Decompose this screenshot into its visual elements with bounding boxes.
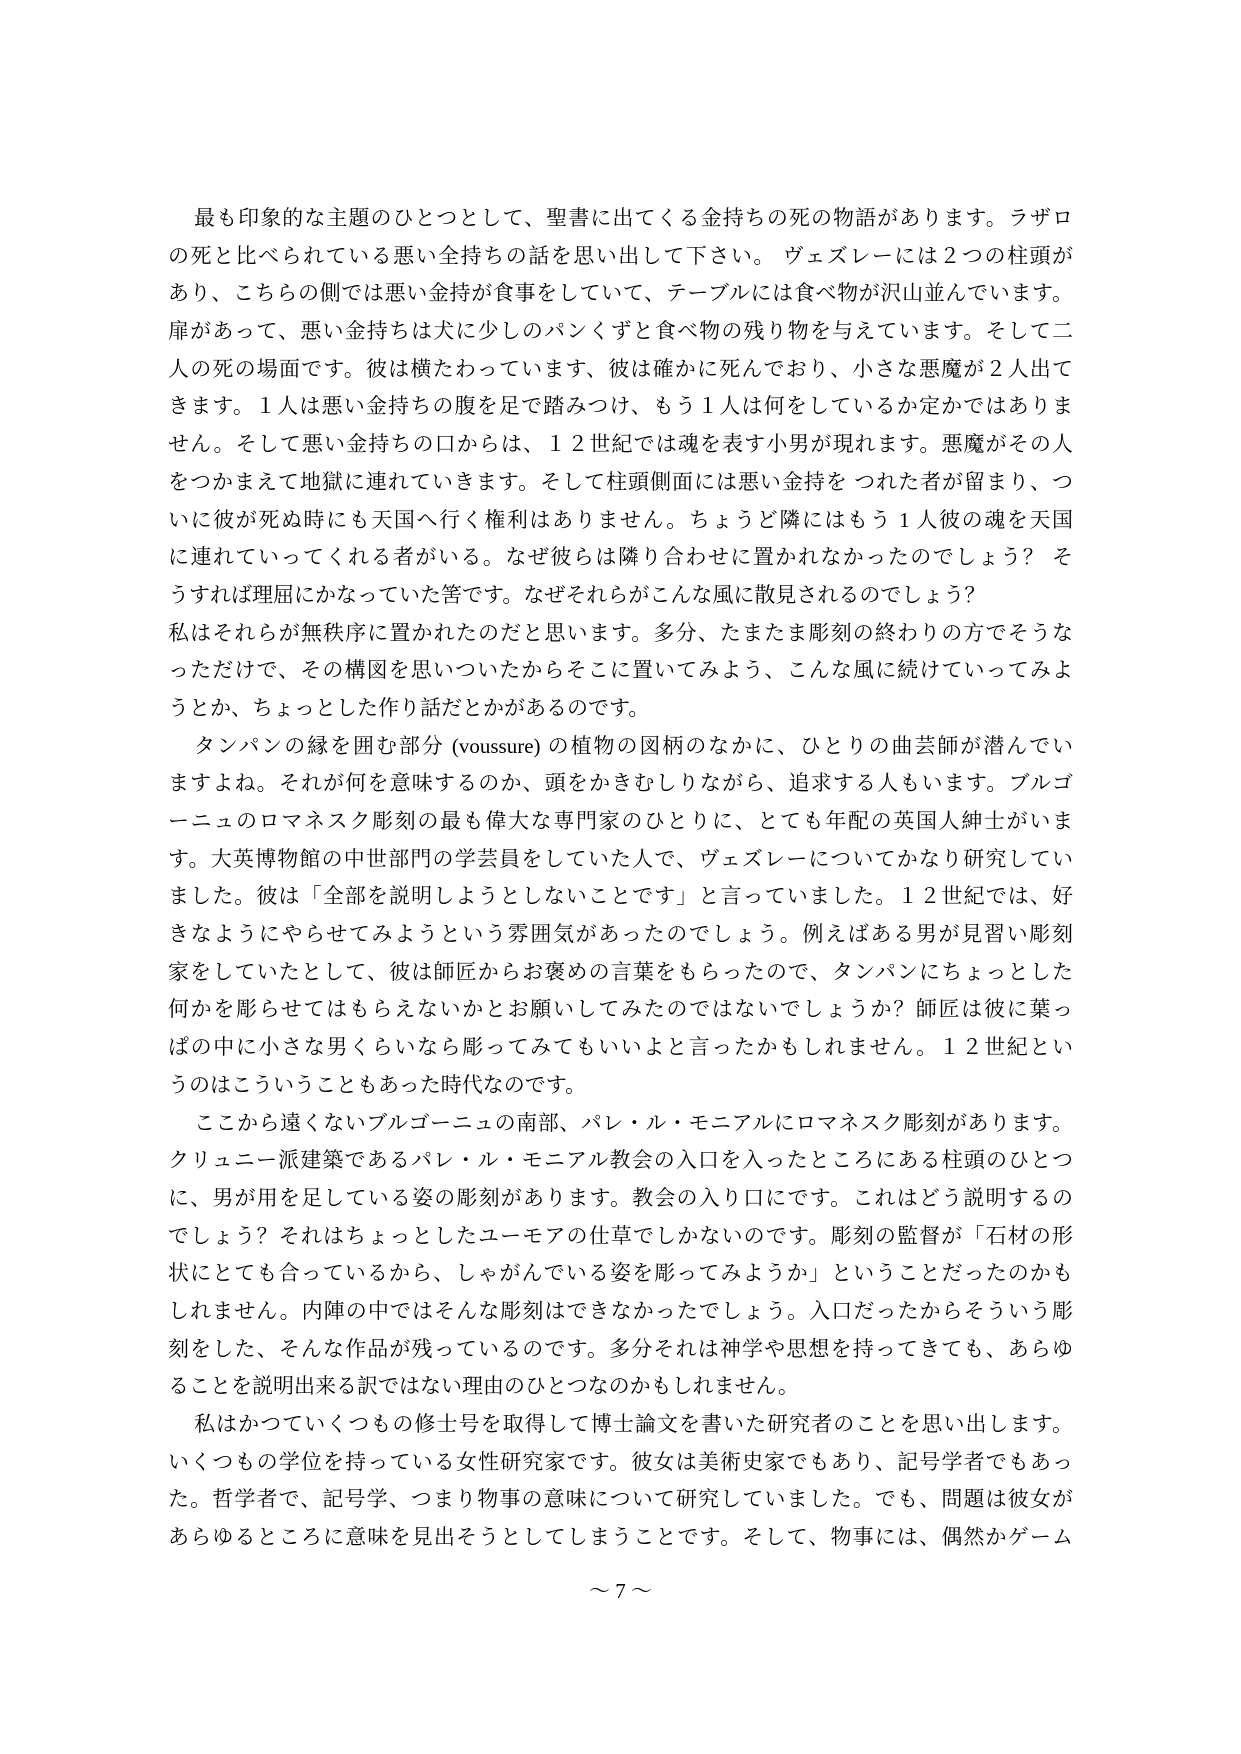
paragraph — [168, 615, 1073, 728]
text-line: 状にとても合っているから、しゃがんでいる姿を彫ってみようか」ということだったのかも — [168, 1261, 1073, 1286]
page-number: ～ 7 ～ — [589, 1579, 652, 1603]
text-line: クリュニー派建築であるパレ・ル・モニアル教会の入口を入ったところにある柱頭のひとつ — [168, 1148, 1073, 1173]
text-line: に、男が用を足している姿の彫刻があります。教会の入り口にです。これはどう説明するの — [168, 1185, 1073, 1210]
text-line: いくつもの学位を持っている女性研究家です。彼女は美術史家でもあり、記号学者でもあっ — [168, 1449, 1073, 1474]
text-line: た。哲学者で、記号学、つまり物事の意味について研究していました。でも、問題は彼女が — [168, 1487, 1073, 1512]
text-line: うとか、ちょっとした作り話だとかがあるのです。 — [168, 695, 650, 720]
text-line: す。大英博物館の中世部門の学芸員をしていた人で、ヴェズレーについてかなり研究してい — [168, 846, 1073, 871]
text-line: うのはこういうこともあった時代なのです。 — [168, 1072, 587, 1097]
text-line: 人の死の場面です。彼は横たわっています、彼は確かに死んでおり、小さな悪魔が２人出て — [168, 356, 1073, 381]
text-line: きなようにやらせてみようという雰囲気があったのでしょう。例えばある男が見習い彫刻 — [168, 922, 1073, 947]
text-line: ることを説明出来る訳ではない理由のひとつなのかもしれません。 — [168, 1374, 799, 1399]
text-line: きます。１人は悪い金持ちの腹を足で踏みつけ、もう１人は何をしているか定かではありま — [168, 394, 1073, 419]
text-line: ここから遠くないブルゴーニュの南部、パレ・ル・モニアルにロマネスク彫刻があります。 — [194, 1110, 1073, 1135]
paragraph — [168, 1406, 1073, 1557]
text-line: 最も印象的な主題のひとつとして、聖書に出てくる金持ちの死の物語があります。ラザロ — [194, 206, 1073, 230]
text-line: 扉があって、悪い金持ちは犬に少しのパンくずと食べ物の残り物を与えています。そして二 — [168, 319, 1073, 344]
text-line: 家をしていたとして、彼は師匠からお褒めの言葉をもらったので、タンパンにちょっとした — [168, 959, 1073, 984]
text-line: あり、こちらの側では悪い金持が食事をしていて、テーブルには食べ物が沢山並んでいます。 — [168, 281, 1073, 306]
text-line: タンパンの縁を囲む部分 (voussure) の植物の図柄のなかに、ひとりの曲芸師が潜んでい — [194, 733, 1073, 758]
text-line: しれません。内陣の中ではそんな彫刻はできなかったでしょう。入口だったからそういう彫 — [168, 1298, 1073, 1323]
text-line: に連れていってくれる者がいる。なぜ彼らは隣り合わせに置かれなかったのでしょう？ そ — [168, 545, 1073, 570]
text-line: 刻をした、そんな作品が残っているのです。多分それは神学や思想を持ってきても、あらゆ — [168, 1336, 1073, 1361]
text-line: でしょう？それはちょっとしたユーモアの仕草でしかないのです。彫刻の監督が「石材の形 — [168, 1223, 1073, 1248]
text-line: ました。彼は「全部を説明しようとしないことです」と言っていました。１２世紀では、好 — [168, 884, 1073, 909]
text-line: ーニュのロマネスク彫刻の最も偉大な専門家のひとりに、とても年配の英国人紳士がいま — [168, 809, 1073, 833]
text-line: 何かを彫らせてはもらえないかとお願いしてみたのではないでしょうか？師匠は彼に葉っ — [168, 997, 1073, 1022]
text-line: をつかまえて地獄に連れていきます。そして柱頭側面には悪い金持を つれた者が留まり、つ — [168, 469, 1073, 494]
text-line: うすれば理屈にかなっていた筈です。なぜそれらがこんな風に散見されるのでしょう？ — [168, 582, 986, 607]
paragraph — [168, 728, 1073, 1105]
text-line: ますよね。それが何を意味するのか、頭をかきむしりながら、追求する人もいます。ブルゴ — [168, 771, 1073, 796]
text-line: の死と比べられている悪い全持ちの話を思い出して下さい。 ヴェズレーには２つの柱頭が — [168, 243, 1073, 268]
text-line: せん。そして悪い金持ちの口からは、１２世紀では魂を表す小男が現れます。悪魔がその人 — [168, 432, 1073, 457]
text-line: ぱの中に小さな男くらいなら彫ってみてもいいよと言ったかもしれません。１２世紀とい — [168, 1035, 1073, 1060]
text-line: っただけで、その構図を思いついたからそこに置いてみよう、こんな風に続けていってみよ — [168, 658, 1073, 683]
text-line: あらゆるところに意味を見出そうとしてしまうことです。そして、物事には、偶然かゲーム — [168, 1525, 1073, 1550]
paragraph — [168, 1105, 1073, 1407]
text-line: 私はそれらが無秩序に置かれたのだと思います。多分、たまたま彫刻の終わりの方でそうな — [168, 620, 1073, 645]
document-body — [168, 200, 1073, 1557]
text-line: 私はかつていくつもの修士号を取得して博士論文を書いた研究者のことを思い出します。 — [194, 1412, 1073, 1436]
text-line: いに彼が死ぬ時にも天国へ行く権利はありません。ちょうど隣にはもう 1 人彼の魂を天国 — [168, 507, 1073, 532]
paragraph — [168, 200, 1073, 615]
